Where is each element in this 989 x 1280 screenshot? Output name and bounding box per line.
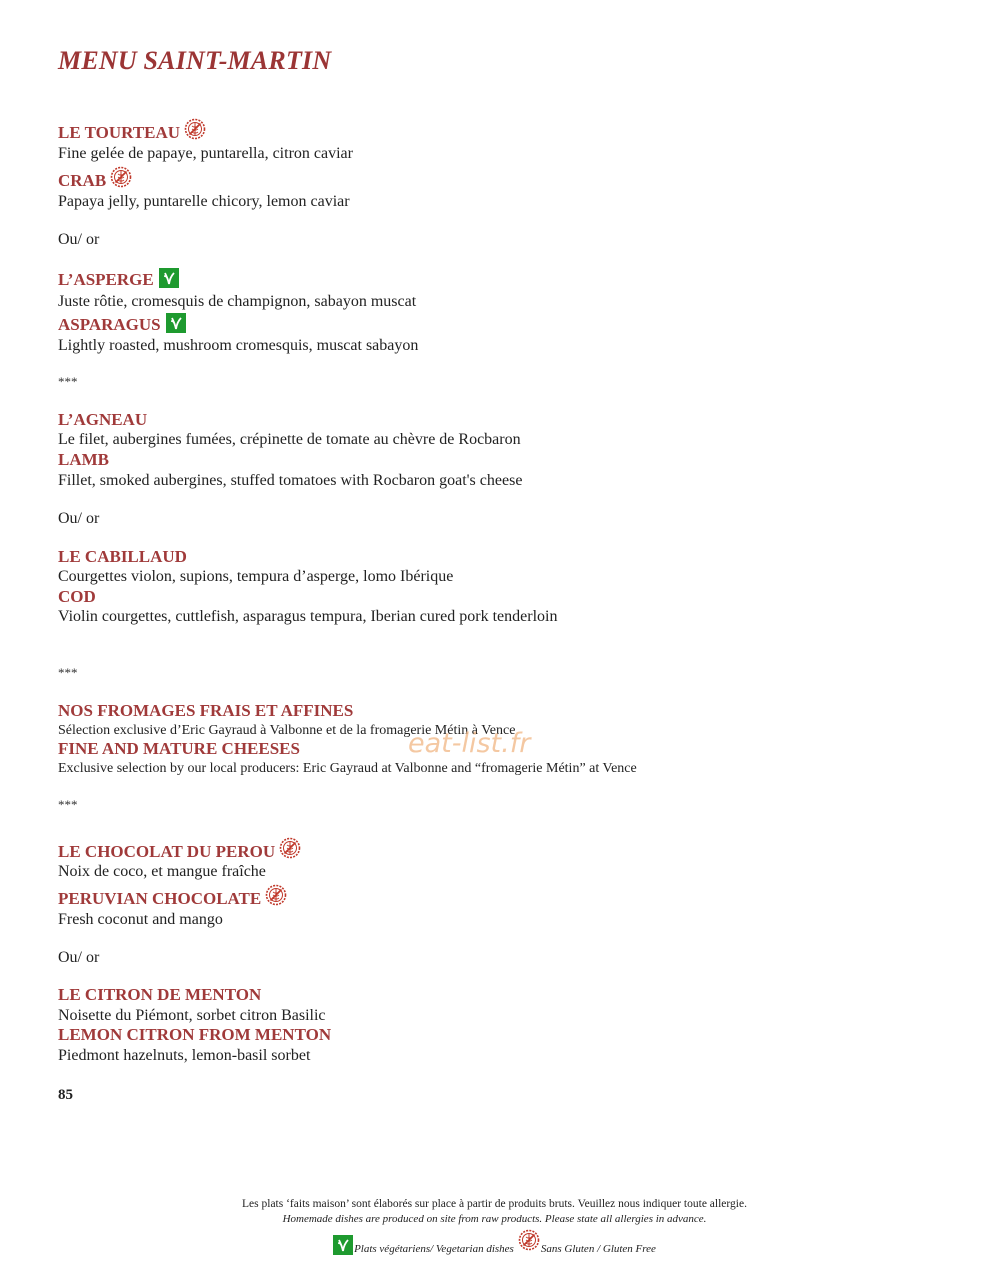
dish-name: NOS FROMAGES FRAIS ET AFFINES bbox=[58, 701, 354, 720]
dish-name: FINE AND MATURE CHEESES bbox=[58, 739, 300, 758]
course-separator: *** bbox=[58, 797, 78, 812]
dish-citron-fr bbox=[58, 985, 261, 1005]
dish-name: COD bbox=[58, 587, 96, 606]
dish-name: ASPARAGUS bbox=[58, 315, 161, 334]
dish-desc: Exclusive selection by our local producers: Eric Gayraud at Valbonne and “fromagerie Métin” at Vence bbox=[58, 761, 637, 776]
gluten-free-icon bbox=[265, 884, 287, 906]
dish-name: LEMON CITRON FROM MENTON bbox=[58, 1025, 332, 1044]
dish-tourteau-fr bbox=[58, 122, 206, 144]
or-divider: Ou/ or bbox=[58, 949, 100, 966]
dish-desc: Juste rôtie, cromesquis de champignon, sabayon muscat bbox=[58, 293, 417, 310]
dish-name: LE CITRON DE MENTON bbox=[58, 985, 262, 1004]
gluten-free-icon bbox=[110, 166, 132, 188]
dish-desc: Lightly roasted, mushroom cromesquis, muscat sabayon bbox=[58, 337, 419, 354]
footer-legend bbox=[0, 1233, 989, 1255]
dish-fromages-fr bbox=[58, 701, 353, 721]
dish-chocolat-fr bbox=[58, 841, 301, 863]
dish-desc: Courgettes violon, supions, tempura d’asperge, lomo Ibérique bbox=[58, 568, 454, 585]
dish-cod-en bbox=[58, 587, 96, 607]
page-number: 85 bbox=[58, 1087, 73, 1103]
dish-name: PERUVIAN CHOCOLATE bbox=[58, 889, 262, 908]
dish-desc: Piedmont hazelnuts, lemon-basil sorbet bbox=[58, 1047, 311, 1064]
dish-asparagus-en bbox=[58, 315, 186, 335]
gluten-free-icon bbox=[279, 837, 301, 859]
dish-cabillaud-fr bbox=[58, 547, 187, 567]
dish-name: CRAB bbox=[58, 171, 107, 190]
vegetarian-leaf-icon bbox=[166, 313, 186, 333]
dish-desc: Fresh coconut and mango bbox=[58, 911, 223, 928]
dish-agneau-fr bbox=[58, 410, 147, 430]
dish-chocolate-en bbox=[58, 888, 287, 910]
dish-desc: Le filet, aubergines fumées, crépinette de tomate au chèvre de Rocbaron bbox=[58, 431, 521, 448]
course-separator: *** bbox=[58, 374, 78, 389]
legend-vegetarian: Plats végétariens/ Vegetarian dishes bbox=[354, 1243, 514, 1255]
watermark: eat-list.fr bbox=[408, 728, 531, 759]
dish-asperge-fr bbox=[58, 270, 179, 290]
dish-desc: Noisette du Piémont, sorbet citron Basilic bbox=[58, 1007, 326, 1024]
dish-name: LE TOURTEAU bbox=[58, 123, 181, 142]
vegetarian-leaf-icon bbox=[159, 268, 179, 288]
dish-crab-en bbox=[58, 170, 132, 192]
footer-note-en: Homemade dishes are produced on site from raw products. Please state all allergies in advance. bbox=[282, 1213, 707, 1225]
dish-desc: Violin courgettes, cuttlefish, asparagus tempura, Iberian cured pork tenderloin bbox=[58, 608, 558, 625]
dish-desc: Fillet, smoked aubergines, stuffed tomatoes with Rocbaron goat's cheese bbox=[58, 472, 523, 489]
or-divider: Ou/ or bbox=[58, 231, 100, 248]
dish-name: LAMB bbox=[58, 450, 109, 469]
dish-name: LE CHOCOLAT DU PEROU bbox=[58, 842, 276, 861]
legend-gluten-free: Sans Gluten / Gluten Free bbox=[540, 1243, 656, 1255]
or-divider: Ou/ or bbox=[58, 510, 100, 527]
gluten-free-icon bbox=[518, 1229, 540, 1251]
course-separator: *** bbox=[58, 665, 78, 680]
dish-desc: Sélection exclusive d’Eric Gayraud à Valbonne et de la fromagerie Métin à Vence bbox=[58, 723, 516, 738]
dish-name: L’AGNEAU bbox=[58, 410, 148, 429]
menu-title: MENU SAINT-MARTIN bbox=[58, 46, 332, 75]
dish-desc: Noix de coco, et mangue fraîche bbox=[58, 863, 266, 880]
dish-name: LE CABILLAUD bbox=[58, 547, 187, 566]
gluten-free-icon bbox=[184, 118, 206, 140]
dish-desc: Fine gelée de papaye, puntarella, citron caviar bbox=[58, 145, 353, 162]
footer-note-fr: Les plats ‘faits maison’ sont élaborés sur place à partir de produits bruts. Veuillez nous indiquer toute allergie. bbox=[242, 1198, 747, 1210]
dish-lamb-en bbox=[58, 450, 109, 470]
vegetarian-leaf-icon bbox=[333, 1235, 353, 1255]
dish-desc: Papaya jelly, puntarelle chicory, lemon caviar bbox=[58, 193, 350, 210]
dish-name: L’ASPERGE bbox=[58, 270, 154, 289]
dish-lemon-en bbox=[58, 1025, 331, 1045]
dish-cheeses-en bbox=[58, 739, 300, 759]
